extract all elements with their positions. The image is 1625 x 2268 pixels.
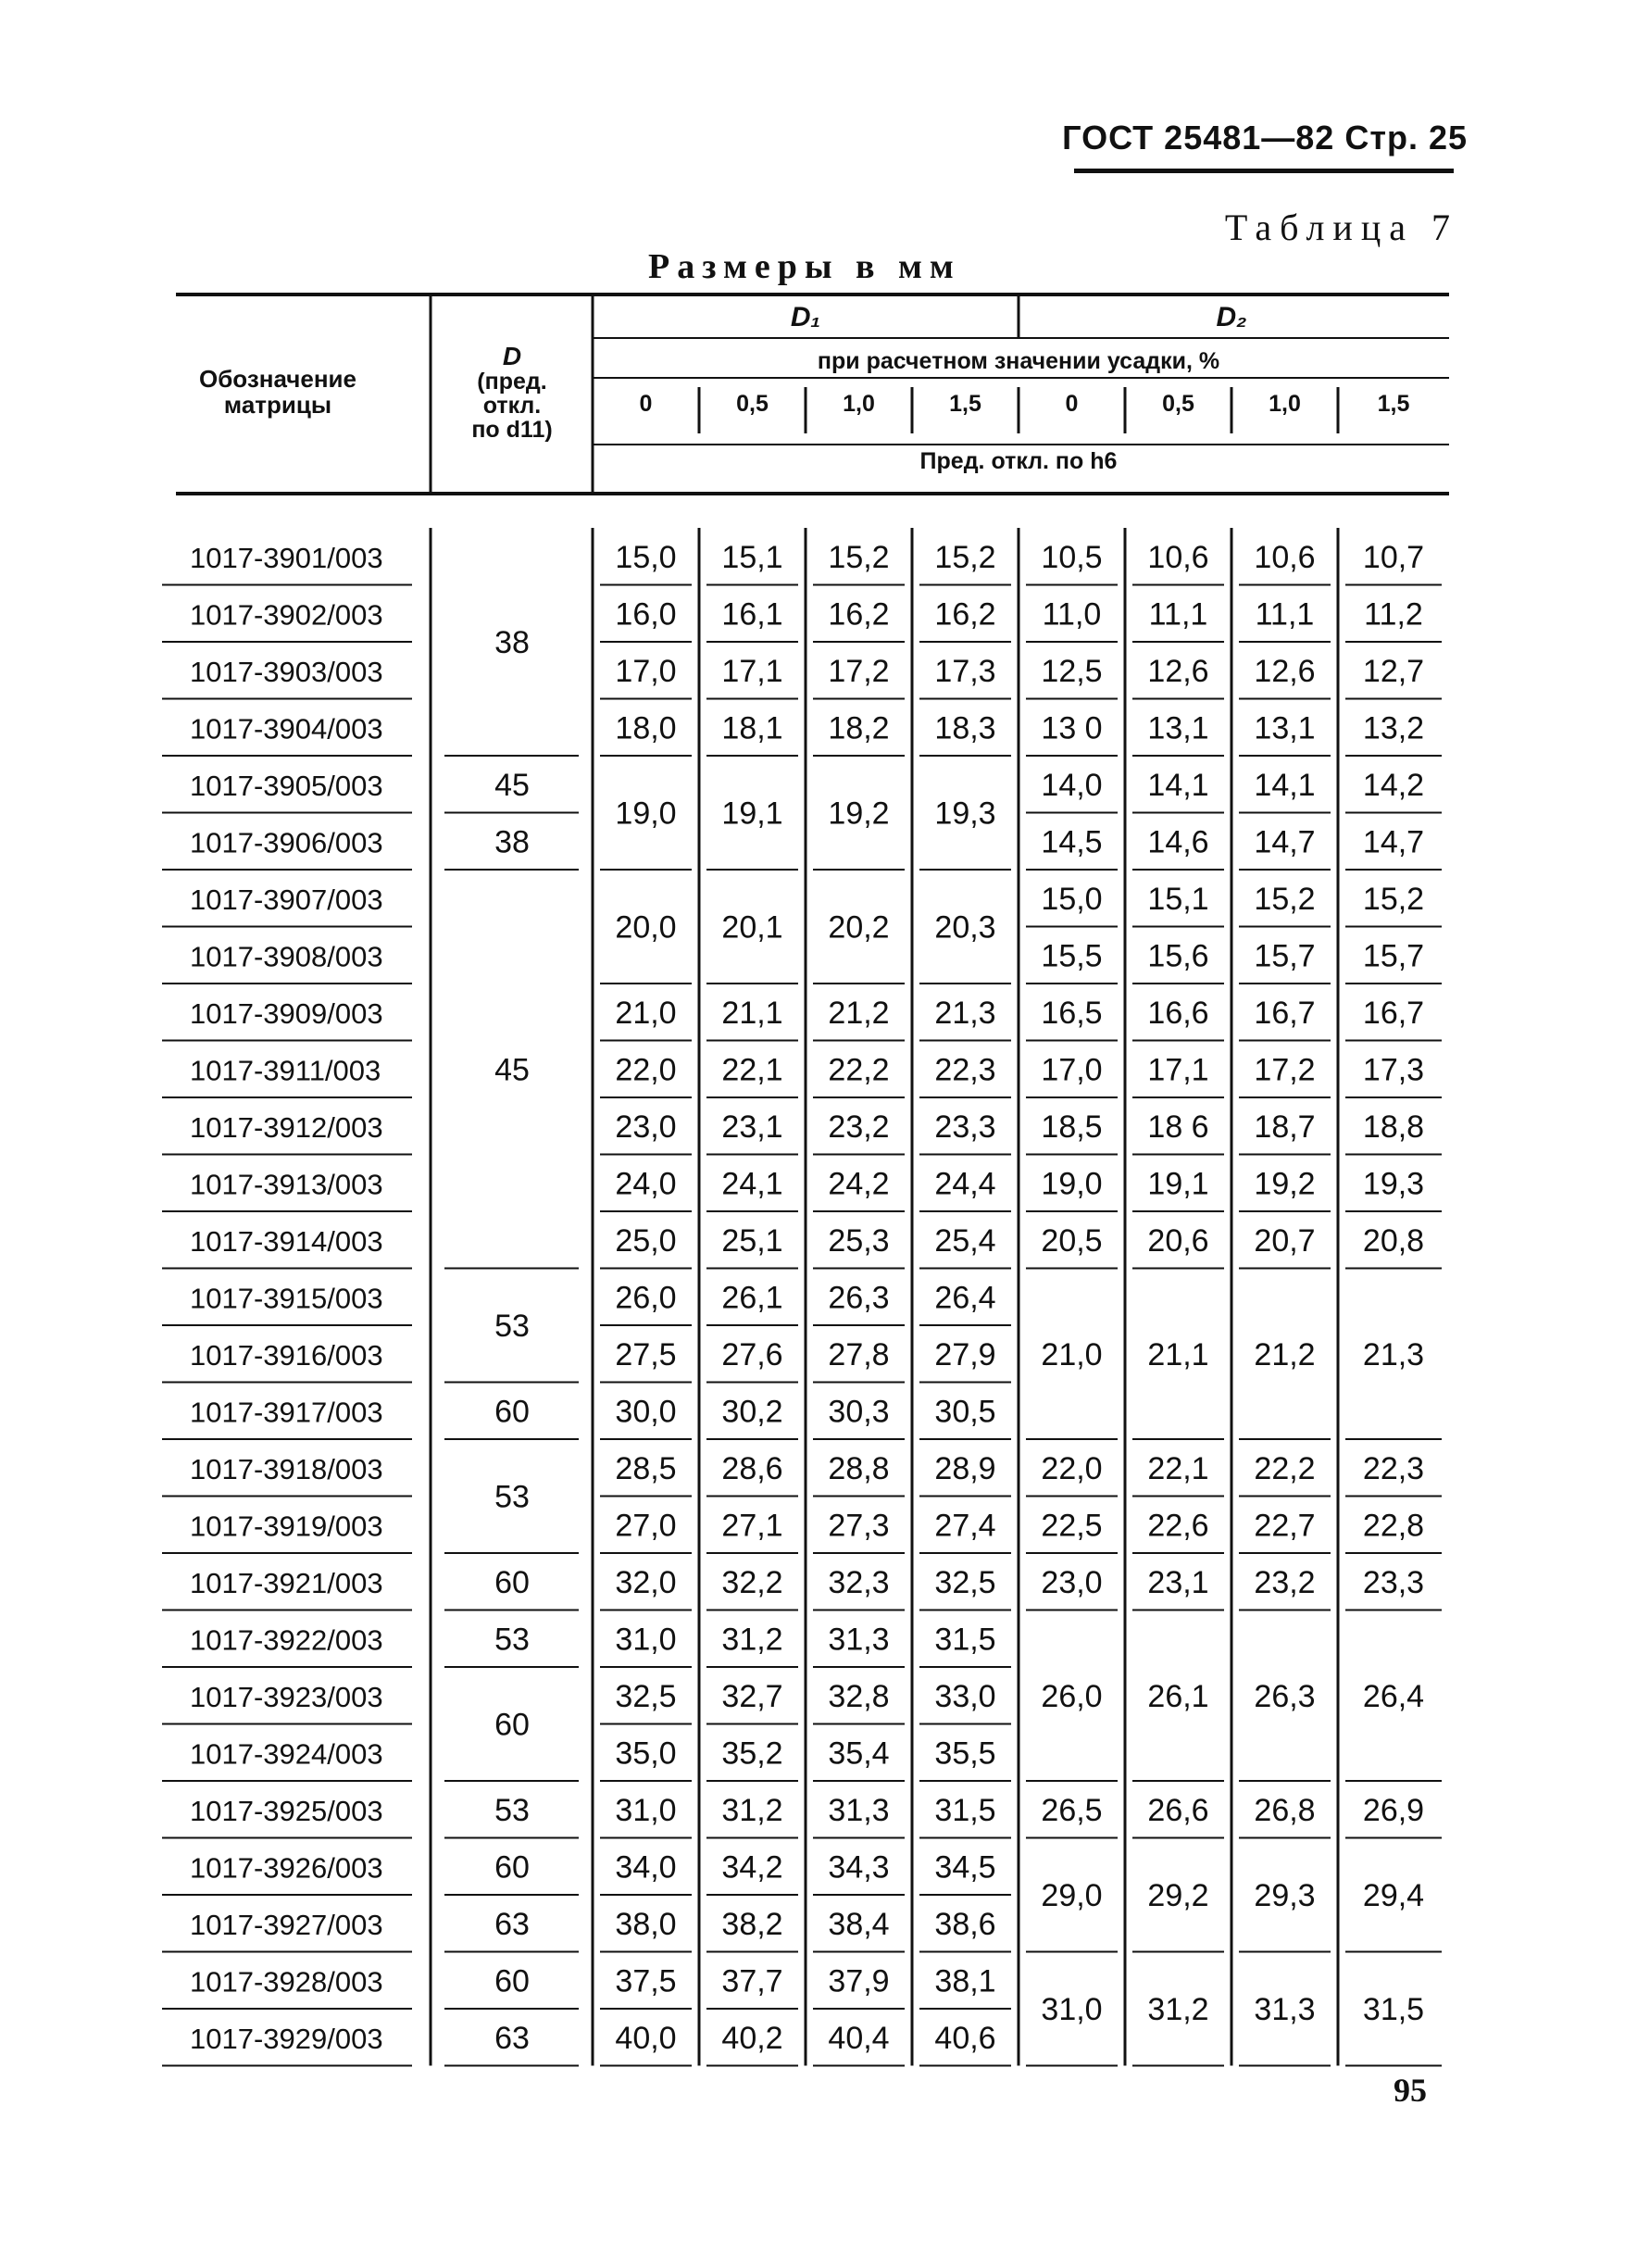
d1-value: 38,6 [934,1906,996,1942]
d1-value: 18,2 [828,710,890,746]
d1-value: 16,2 [934,596,996,633]
d1-value: 28,8 [828,1450,890,1486]
d-value: 60 [494,1849,530,1886]
d2-value: 26,6 [1147,1792,1209,1828]
d-header: (пред. [477,369,547,395]
d2-value: 14,1 [1254,767,1316,803]
d2-value: 11,0 [1042,596,1102,633]
designation-header: Обозначение [199,365,356,393]
matrix-code: 1017-3922/003 [190,1623,383,1657]
d1-value: 35,0 [615,1735,677,1772]
d2-value: 11,1 [1148,596,1208,633]
d2-value: 29,2 [1147,1878,1209,1913]
d2-value: 15,7 [1254,938,1316,974]
d1-value: 32,3 [828,1564,890,1600]
d1-value: 30,0 [615,1394,677,1430]
d2-value: 15,2 [1254,881,1316,917]
d2-value: 22,8 [1362,1508,1425,1544]
d2-value: 23,2 [1254,1564,1316,1600]
d1-value: 24,1 [721,1166,783,1202]
d1-value: 38,4 [828,1906,890,1942]
d1-value: 31,2 [721,1792,783,1828]
d2-value: 15,0 [1041,881,1103,917]
d1-value: 16,1 [721,596,783,633]
matrix-code: 1017-3918/003 [190,1452,383,1485]
d2-value: 23,3 [1362,1564,1425,1600]
d1-value: 24,2 [828,1166,890,1202]
d1-value: 18,3 [934,710,996,746]
d2-value: 26,9 [1362,1792,1425,1828]
d2-header: D₂ [1216,302,1247,332]
d1-value: 20,3 [934,909,996,946]
table-title: Таблица 7 [1224,207,1458,248]
d1-value: 28,9 [934,1450,996,1486]
d1-value: 31,3 [828,1622,890,1658]
matrix-code: 1017-3912/003 [190,1110,383,1144]
d1-value: 18,1 [721,710,783,746]
d-value: 63 [494,2020,530,2056]
d2-value: 20,7 [1254,1222,1316,1259]
d1-value: 31,2 [721,1622,783,1658]
d-header: D [502,342,522,370]
matrix-code: 1017-3911/003 [190,1054,381,1087]
d2-value: 29,3 [1254,1878,1316,1913]
d1-value: 27,1 [721,1508,783,1544]
d-value: 53 [494,1309,530,1344]
d-value: 60 [494,1707,530,1743]
tolerance-header: Пред. откл. по h6 [919,448,1118,474]
d2-value: 19,1 [1147,1166,1209,1202]
d2-value: 11,2 [1364,596,1423,633]
d2-value: 31,2 [1147,1992,1209,2027]
d2-value: 13,2 [1362,710,1425,746]
d2-value: 26,5 [1041,1792,1103,1828]
d1-value: 21,1 [721,995,783,1031]
matrix-code: 1017-3916/003 [190,1338,383,1372]
d2-value: 11,1 [1255,596,1315,633]
d1-value: 19,3 [934,796,996,832]
d2-value: 26,0 [1041,1678,1103,1714]
d1-value: 15,2 [828,539,890,575]
d-header: откл. [482,393,542,419]
d2-value: 10,6 [1254,539,1316,575]
d1-value: 28,6 [721,1450,783,1486]
shrinkage-value: 0 [1065,391,1079,417]
d1-value: 28,5 [615,1450,677,1486]
d2-value: 19,3 [1362,1166,1425,1202]
d-value: 38 [494,625,530,660]
d2-value: 14,5 [1041,824,1103,860]
d2-value: 12,5 [1041,653,1103,689]
designation-header: матрицы [223,391,332,419]
d1-value: 34,3 [828,1849,890,1886]
d1-value: 40,4 [828,2020,890,2056]
d2-value: 22,6 [1147,1508,1209,1544]
d1-value: 27,4 [934,1508,996,1544]
d2-value: 10,7 [1362,539,1425,575]
d1-value: 27,3 [828,1508,890,1544]
matrix-code: 1017-3905/003 [190,769,383,802]
d2-value: 31,5 [1362,1992,1425,2027]
d2-value: 17,2 [1254,1052,1316,1088]
d1-header: D₁ [790,302,821,332]
d1-value: 33,0 [934,1678,996,1714]
d1-value: 32,7 [721,1678,783,1714]
matrix-code: 1017-3902/003 [190,598,383,632]
d1-value: 25,0 [615,1222,677,1259]
d1-value: 27,9 [934,1336,996,1372]
d1-value: 27,6 [721,1336,783,1372]
d2-value: 26,4 [1362,1678,1425,1714]
matrix-code: 1017-3928/003 [190,1965,383,1999]
d-value: 63 [494,1906,530,1942]
d2-value: 13 0 [1041,710,1103,746]
d-value: 45 [494,767,530,803]
d2-value: 19,2 [1254,1166,1316,1202]
d2-value: 14,0 [1041,767,1103,803]
d1-value: 17,1 [721,653,783,689]
d2-value: 14,2 [1362,767,1425,803]
shrinkage-value: 1,5 [949,391,981,417]
d1-value: 17,2 [828,653,890,689]
units-caption: Размеры в мм [648,247,961,286]
d2-value: 22,2 [1254,1450,1316,1486]
shrinkage-header: при расчетном значении усадки, % [817,348,1220,374]
d1-value: 40,0 [615,2020,677,2056]
d-header: по d11) [471,417,553,443]
matrix-code: 1017-3923/003 [190,1680,383,1713]
d1-value: 26,0 [615,1280,677,1316]
d1-value: 38,0 [615,1906,677,1942]
matrix-code: 1017-3906/003 [190,826,383,859]
d2-value: 15,2 [1362,881,1425,917]
d-value: 60 [494,1394,530,1430]
d2-value: 29,4 [1362,1878,1425,1913]
d2-value: 15,5 [1041,938,1103,974]
d2-value: 20,5 [1041,1222,1103,1259]
d1-value: 32,5 [615,1678,677,1714]
page-number: 95 [1394,2072,1427,2109]
d2-value: 20,6 [1147,1222,1209,1259]
matrix-code: 1017-3909/003 [190,996,383,1030]
d2-value: 13,1 [1147,710,1209,746]
d-value: 53 [494,1792,530,1828]
d1-value: 21,3 [934,995,996,1031]
d1-value: 17,3 [934,653,996,689]
d2-value: 18,7 [1254,1109,1316,1145]
d2-value: 21,0 [1041,1336,1103,1372]
d1-value: 38,1 [934,1963,996,1999]
d-value: 53 [494,1479,530,1515]
d2-value: 26,1 [1147,1678,1209,1714]
d1-value: 15,1 [721,539,783,575]
d1-value: 27,0 [615,1508,677,1544]
matrix-code: 1017-3915/003 [190,1282,383,1315]
d1-value: 30,5 [934,1394,996,1430]
d1-value: 18,0 [615,710,677,746]
d2-value: 31,0 [1041,1992,1103,2027]
d2-value: 18,5 [1041,1109,1103,1145]
d2-value: 13,1 [1254,710,1316,746]
d2-value: 22,7 [1254,1508,1316,1544]
d1-value: 22,0 [615,1052,677,1088]
d2-value: 16,6 [1147,995,1209,1031]
d2-value: 15,7 [1362,938,1425,974]
d1-value: 32,2 [721,1564,783,1600]
d1-value: 26,1 [721,1280,783,1316]
d1-value: 30,3 [828,1394,890,1430]
matrix-code: 1017-3901/003 [190,541,383,574]
d2-value: 18 6 [1147,1109,1209,1145]
d1-value: 22,3 [934,1052,996,1088]
d-value: 38 [494,824,530,860]
d2-value: 15,6 [1147,938,1209,974]
d1-value: 15,0 [615,539,677,575]
shrinkage-value: 1,5 [1377,391,1410,417]
d2-value: 22,1 [1147,1450,1209,1486]
d1-value: 35,5 [934,1735,996,1772]
matrix-code: 1017-3926/003 [190,1851,383,1885]
d1-value: 27,8 [828,1336,890,1372]
d1-value: 35,4 [828,1735,890,1772]
matrix-code: 1017-3925/003 [190,1794,383,1827]
d2-value: 16,5 [1041,995,1103,1031]
d-value: 60 [494,1963,530,1999]
d1-value: 35,2 [721,1735,783,1772]
d1-value: 19,0 [615,796,677,832]
page-header: ГОСТ 25481—82 Стр. 25 [1062,119,1468,157]
d2-value: 21,3 [1362,1336,1425,1372]
d1-value: 20,2 [828,909,890,946]
d2-value: 26,3 [1254,1678,1316,1714]
d1-value: 31,3 [828,1792,890,1828]
d-value: 60 [494,1564,530,1600]
d2-value: 17,3 [1362,1052,1425,1088]
d2-value: 31,3 [1254,1992,1316,2027]
d2-value: 26,8 [1254,1792,1316,1828]
d1-value: 25,3 [828,1222,890,1259]
d2-value: 21,2 [1254,1336,1316,1372]
d1-value: 16,2 [828,596,890,633]
d1-value: 34,5 [934,1849,996,1886]
matrix-code: 1017-3913/003 [190,1168,383,1201]
matrix-code: 1017-3919/003 [190,1510,383,1543]
d1-value: 26,3 [828,1280,890,1316]
shrinkage-value: 0,5 [736,391,769,417]
d2-value: 12,6 [1147,653,1209,689]
d1-value: 31,5 [934,1792,996,1828]
d1-value: 32,5 [934,1564,996,1600]
d1-value: 19,1 [721,796,783,832]
d2-value: 14,7 [1362,824,1425,860]
shrinkage-value: 1,0 [843,391,875,417]
matrix-code: 1017-3917/003 [190,1396,383,1429]
d2-value: 16,7 [1362,995,1425,1031]
d1-value: 37,7 [721,1963,783,1999]
d1-value: 40,2 [721,2020,783,2056]
d2-value: 12,7 [1362,653,1425,689]
d1-value: 23,0 [615,1109,677,1145]
d-value: 45 [494,1052,530,1088]
d2-value: 23,0 [1041,1564,1103,1600]
d2-value: 16,7 [1254,995,1316,1031]
d1-value: 37,5 [615,1963,677,1999]
d1-value: 34,2 [721,1849,783,1886]
d1-value: 16,0 [615,596,677,633]
d2-value: 18,8 [1362,1109,1425,1145]
d2-value: 29,0 [1041,1878,1103,1913]
matrix-code: 1017-3927/003 [190,1908,383,1941]
d2-value: 22,3 [1362,1450,1425,1486]
d1-value: 40,6 [934,2020,996,2056]
d-value: 53 [494,1622,530,1658]
d2-value: 10,5 [1041,539,1103,575]
d1-value: 20,0 [615,909,677,946]
d2-value: 15,1 [1147,881,1209,917]
d1-value: 23,3 [934,1109,996,1145]
d2-value: 22,0 [1041,1450,1103,1486]
shrinkage-value: 0,5 [1162,391,1194,417]
d1-value: 38,2 [721,1906,783,1942]
d1-value: 31,5 [934,1622,996,1658]
matrix-code: 1017-3929/003 [190,2022,383,2055]
d2-value: 23,1 [1147,1564,1209,1600]
d1-value: 22,1 [721,1052,783,1088]
d1-value: 27,5 [615,1336,677,1372]
d1-value: 31,0 [615,1622,677,1658]
d2-value: 14,1 [1147,767,1209,803]
d2-value: 22,5 [1041,1508,1103,1544]
d2-value: 10,6 [1147,539,1209,575]
shrinkage-value: 1,0 [1269,391,1301,417]
d1-value: 23,1 [721,1109,783,1145]
matrix-code: 1017-3908/003 [190,940,383,973]
d2-value: 14,6 [1147,824,1209,860]
matrix-code: 1017-3924/003 [190,1737,383,1771]
d1-value: 21,2 [828,995,890,1031]
d2-value: 21,1 [1147,1336,1209,1372]
d1-value: 15,2 [934,539,996,575]
d2-value: 12,6 [1254,653,1316,689]
shrinkage-value: 0 [639,391,653,417]
d1-value: 20,1 [721,909,783,946]
d1-value: 25,4 [934,1222,996,1259]
matrix-code: 1017-3903/003 [190,655,383,688]
matrix-code: 1017-3921/003 [190,1566,383,1599]
d1-value: 37,9 [828,1963,890,1999]
d1-value: 23,2 [828,1109,890,1145]
d2-value: 17,1 [1147,1052,1209,1088]
d1-value: 22,2 [828,1052,890,1088]
d1-value: 25,1 [721,1222,783,1259]
d2-value: 19,0 [1041,1166,1103,1202]
d1-value: 17,0 [615,653,677,689]
matrix-code: 1017-3907/003 [190,883,383,916]
d1-value: 31,0 [615,1792,677,1828]
matrix-code: 1017-3914/003 [190,1224,383,1258]
d1-value: 21,0 [615,995,677,1031]
d1-value: 19,2 [828,796,890,832]
d1-value: 30,2 [721,1394,783,1430]
d1-value: 34,0 [615,1849,677,1886]
d1-value: 26,4 [934,1280,996,1316]
d2-value: 17,0 [1041,1052,1103,1088]
d1-value: 24,0 [615,1166,677,1202]
d1-value: 32,8 [828,1678,890,1714]
d1-value: 32,0 [615,1564,677,1600]
matrix-code: 1017-3904/003 [190,712,383,746]
d1-value: 24,4 [934,1166,996,1202]
d2-value: 14,7 [1254,824,1316,860]
d2-value: 20,8 [1362,1222,1425,1259]
